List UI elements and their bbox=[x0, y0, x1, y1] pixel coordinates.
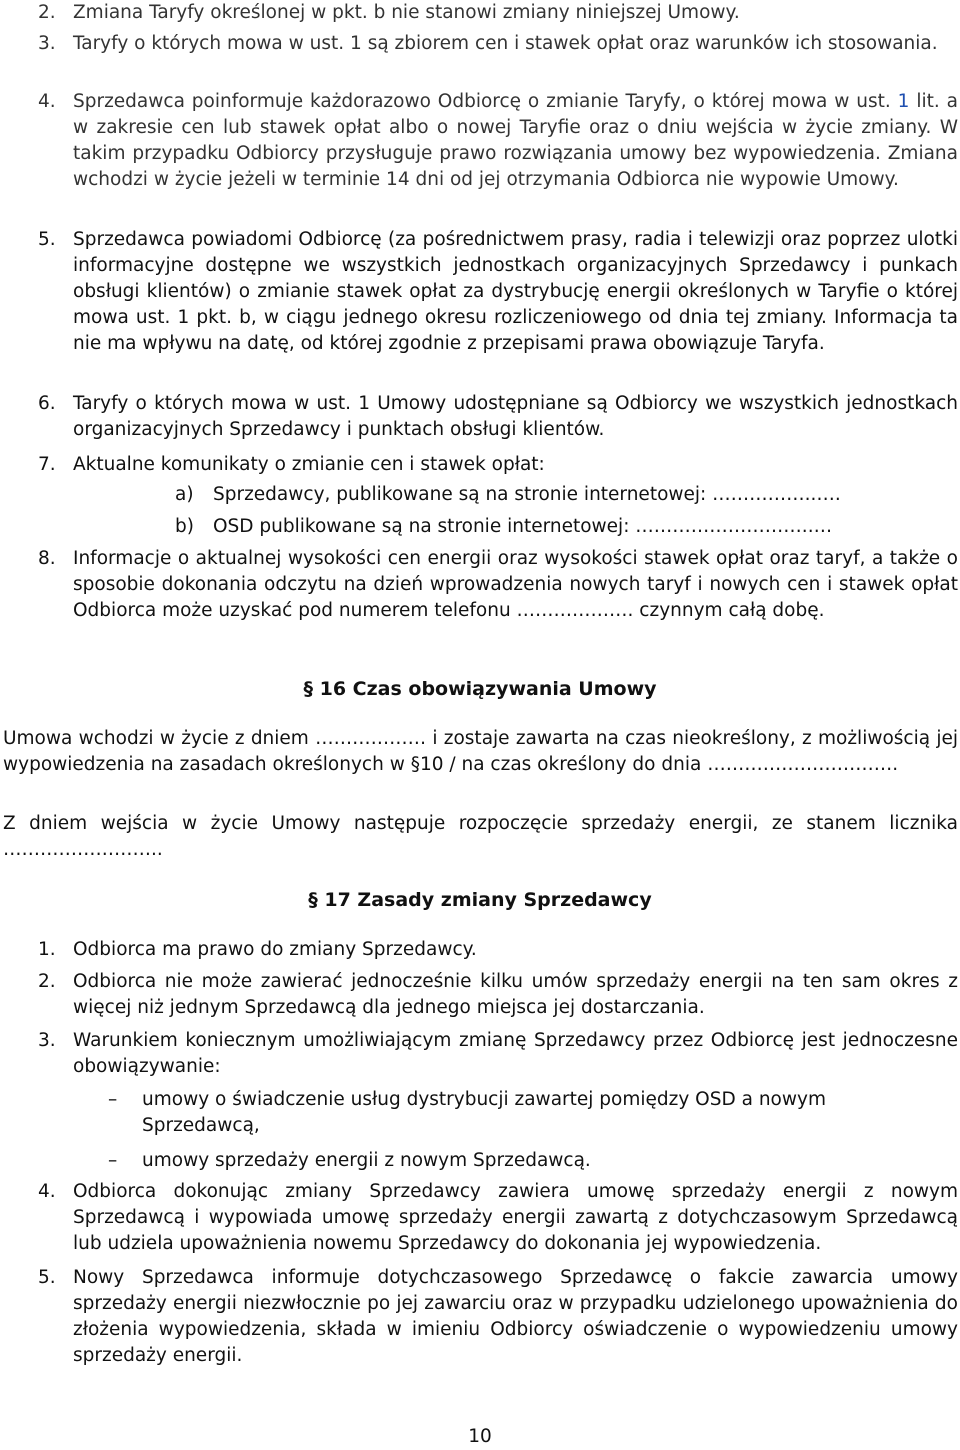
item-number: 5. bbox=[38, 1267, 56, 1288]
item-number: 6. bbox=[38, 393, 56, 414]
page-number: 10 bbox=[468, 1426, 492, 1447]
item-number: 2. bbox=[38, 971, 56, 992]
item-number: 4. bbox=[38, 1181, 56, 1202]
item-text: Odbiorca nie może zawierać jednocześnie kilku umów sprzedaży energii na ten sam okres z więcej niż jednym Sprzedawcą dla jednego miejsca jej dostarczania. bbox=[73, 971, 958, 1018]
item-number: 7. bbox=[38, 454, 56, 475]
list-item bbox=[38, 227, 958, 357]
section-heading: § 17 Zasady zmiany Sprzedawcy bbox=[308, 889, 652, 911]
dash-item-text: umowy sprzedaży energii z nowym Sprzedawcą. bbox=[142, 1150, 591, 1171]
list-item bbox=[38, 1028, 958, 1080]
item-number: 3. bbox=[38, 33, 56, 54]
list-item bbox=[38, 1265, 958, 1369]
list-item bbox=[38, 89, 958, 193]
paragraph: Umowa wchodzi w życie z dniem ……………… i zostaje zawarta na czas nieokreślony, z możliwością jej wypowiedzenia na zasadach określonych w §10 / na czas określony do dnia …………………………. bbox=[3, 728, 958, 775]
item-text: Sprzedawca poinformuje każdorazowo Odbiorcę o zmianie Taryfy, o której mowa w ust. 1 lit. a w zakresie cen lub stawek opłat albo o nowej Taryfie oraz o dniu wejścia w życie zmiany. W takim przypadku Odbiorcy przysługuje prawo rozwiązania umowy bez wypowiedzenia. Zmiana wchodzi w życie jeżeli w terminie 14 dni od jej otrzymania Odbiorca nie wypowie Umowy. bbox=[73, 91, 958, 190]
list-item bbox=[38, 0, 958, 26]
list-item bbox=[38, 546, 958, 624]
list-item bbox=[38, 391, 958, 443]
item-number: 1. bbox=[38, 939, 56, 960]
sub-item-text: Sprzedawcy, publikowane są na stronie internetowej: ……………..…. bbox=[213, 484, 841, 505]
sub-item-text: OSD publikowane są na stronie internetowej: ………………………..… bbox=[213, 516, 833, 537]
reference-link[interactable]: 1 bbox=[897, 91, 910, 112]
sub-item bbox=[175, 514, 955, 540]
item-number: 4. bbox=[38, 91, 56, 112]
dash-item-text: umowy o świadczenie usług dystrybucji zawartej pomiędzy OSD a nowym Sprzedawcą, bbox=[142, 1089, 826, 1136]
item-text: Nowy Sprzedawca informuje dotychczasowego Sprzedawcę o fakcie zawarcia umowy sprzedaży energii niezwłocznie po jej zawarciu oraz w przypadku udzielonego upoważnienia do złożenia wypowiedzenia, składa w imieniu Odbiorcy oświadczenie o wypowiedzeniu umowy sprzedaży energii. bbox=[73, 1267, 958, 1366]
section-heading: § 16 Czas obowiązywania Umowy bbox=[303, 678, 657, 700]
item-text: Sprzedawca powiadomi Odbiorcę (za pośrednictwem prasy, radia i telewizji oraz poprzez ulotki informacyjne dostępne we wszystkich jednostkach organizacyjnych Sprzedawcy i punkach obsługi klientów) o zmianie stawek opłat za dystrybucję energii określonych w Taryfie o której mowa ust. 1 pkt. b, w ciągu jednego okresu rozliczeniowego od dnia tej zmiany. Informacja ta nie ma wpływu na datę, od której zgodnie z przepisami prawa obowiązuje Taryfa. bbox=[73, 229, 958, 354]
sub-item-label: a) bbox=[175, 484, 194, 505]
item-text: Taryfy o których mowa w ust. 1 są zbiorem cen i stawek opłat oraz warunków ich stosowania. bbox=[73, 33, 938, 54]
dash-item bbox=[108, 1148, 958, 1174]
dash-item bbox=[108, 1087, 958, 1139]
item-text: Odbiorca dokonując zmiany Sprzedawcy zawiera umowę sprzedaży energii z nowym Sprzedawcą i wypowiada umowę sprzedaży energii zawartą z dotychczasowym Sprzedawcą lub udziela upoważnienia nowemu Sprzedawcy do dokonania jej wypowiedzenia. bbox=[73, 1181, 958, 1254]
list-item bbox=[38, 452, 958, 478]
item-number: 8. bbox=[38, 548, 56, 569]
list-item bbox=[38, 31, 958, 57]
list-item bbox=[38, 1179, 958, 1257]
item-text: Odbiorca ma prawo do zmiany Sprzedawcy. bbox=[73, 939, 477, 960]
dash-marker: – bbox=[108, 1150, 118, 1171]
item-text: Warunkiem koniecznym umożliwiającym zmianę Sprzedawcy przez Odbiorcę jest jednoczesne obowiązywanie: bbox=[73, 1030, 958, 1077]
dash-marker: – bbox=[108, 1089, 118, 1110]
item-text: Aktualne komunikaty o zmianie cen i stawek opłat: bbox=[73, 454, 545, 475]
list-item bbox=[38, 937, 958, 963]
sub-item bbox=[175, 482, 955, 508]
item-text: Zmiana Taryfy określonej w pkt. b nie stanowi zmiany niniejszej Umowy. bbox=[73, 2, 740, 23]
item-number: 2. bbox=[38, 2, 56, 23]
item-text: Informacje o aktualnej wysokości cen energii oraz wysokości stawek opłat oraz taryf, a także o sposobie dokonania odczytu na dzień wprowadzenia nowych taryf i nowych cen i stawek opłat Odbiorca może uzyskać pod numerem telefonu ………………. czynnym całą dobę. bbox=[73, 548, 958, 621]
item-number: 3. bbox=[38, 1030, 56, 1051]
list-item bbox=[38, 969, 958, 1021]
item-number: 5. bbox=[38, 229, 56, 250]
item-text: Taryfy o których mowa w ust. 1 Umowy udostępniane są Odbiorcy we wszystkich jednostkach organizacyjnych Sprzedawcy i punktach obsługi klientów. bbox=[73, 393, 958, 440]
paragraph: Z dniem wejścia w życie Umowy następuje rozpoczęcie sprzedaży energii, ze stanem licznika …………………….. bbox=[3, 813, 958, 860]
sub-item-label: b) bbox=[175, 516, 194, 537]
